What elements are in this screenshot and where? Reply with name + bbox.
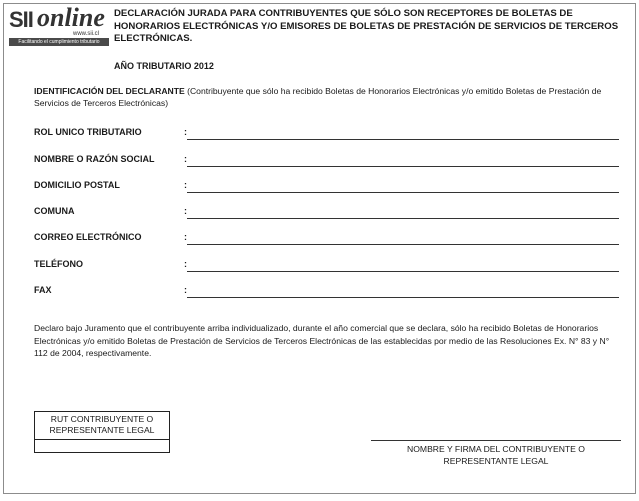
address-input-line[interactable] — [187, 192, 619, 193]
rut-input-line[interactable] — [187, 139, 619, 140]
identification-section — [34, 85, 624, 109]
logo-url: www.sii.cl — [73, 31, 100, 37]
identification-heading: IDENTIFICACIÓN DEL DECLARANTE — [34, 86, 185, 96]
declaration-form — [3, 3, 636, 494]
rut-box-input[interactable] — [35, 439, 169, 452]
field-name — [34, 154, 619, 168]
fax-input-line[interactable] — [187, 297, 619, 298]
rut-box — [34, 411, 170, 453]
field-label: CORREO ELECTRÓNICO — [34, 232, 142, 242]
rut-box-label: RUT CONTRIBUYENTE O REPRESENTANTE LEGAL — [49, 414, 155, 435]
sworn-declaration-text: Declaro bajo Juramento que el contribuyente arriba individualizado, durante el año comercial que se declara, sólo ha recibido Boletas de Honorarios Electrónicas y/o emitido Boletas de Prestación de Servicios de Terceros Electrónicas de las establecidas por medio de las Resoluciones Ex. N° 83 y N° 112 de 2004, respectivamente. — [34, 323, 610, 358]
logo-sii-text: SII — [9, 7, 33, 32]
field-label: DOMICILIO POSTAL — [34, 180, 120, 190]
sii-online-logo — [9, 3, 109, 47]
tax-year: AÑO TRIBUTARIO 2012 — [114, 61, 214, 71]
field-colon: : — [184, 206, 187, 216]
field-fax — [34, 285, 619, 299]
field-colon: : — [184, 232, 187, 242]
field-colon: : — [184, 127, 187, 137]
field-colon: : — [184, 285, 187, 295]
field-colon: : — [184, 154, 187, 164]
field-email — [34, 232, 619, 246]
identification-note: (Contribuyente que sólo ha recibido Boletas de Honorarios Electrónicas y/o emitido Boletas de Prestación de Servicios de Terceros Electrónicas) — [34, 86, 602, 108]
field-label: ROL UNICO TRIBUTARIO — [34, 127, 142, 137]
logo-online-text: online — [37, 3, 105, 32]
name-input-line[interactable] — [187, 166, 619, 167]
email-input-line[interactable] — [187, 244, 619, 245]
signature-label: NOMBRE Y FIRMA DEL CONTRIBUYENTE O REPRESENTANTE LEGAL — [407, 444, 585, 466]
field-phone — [34, 259, 619, 273]
field-rut — [34, 127, 619, 141]
field-label: NOMBRE O RAZÓN SOCIAL — [34, 154, 155, 164]
field-colon: : — [184, 180, 187, 190]
field-label: TELÉFONO — [34, 259, 83, 269]
signature-line[interactable] — [371, 440, 621, 441]
form-title: DECLARACIÓN JURADA PARA CONTRIBUYENTES QUE SÓLO SON RECEPTORES DE BOLETAS DE HONORARIOS ELECTRÓNICAS Y/O EMISORES DE BOLETAS DE PRESTACIÓN DE SERVICIOS DE TERCEROS ELECTRÓNICAS. — [114, 8, 619, 44]
field-address — [34, 180, 619, 194]
signature-block — [371, 440, 621, 467]
field-commune — [34, 206, 619, 220]
field-label: COMUNA — [34, 206, 75, 216]
field-colon: : — [184, 259, 187, 269]
field-label: FAX — [34, 285, 52, 295]
logo-tagline: Facilitando el cumplimiento tributario — [9, 38, 109, 46]
phone-input-line[interactable] — [187, 271, 619, 272]
commune-input-line[interactable] — [187, 218, 619, 219]
